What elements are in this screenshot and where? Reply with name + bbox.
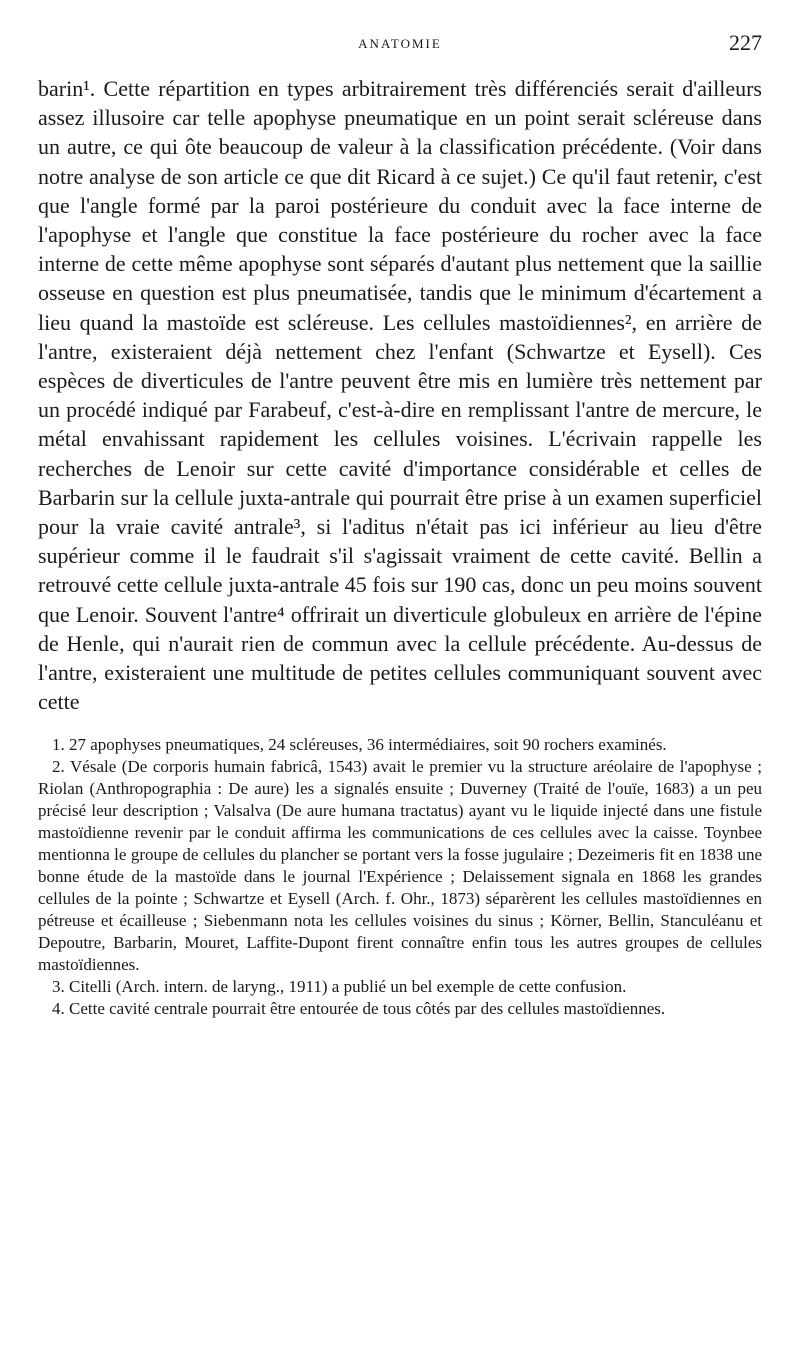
footnote-3: 3. Citelli (Arch. intern. de laryng., 1911) a publié un bel exemple de cette confusion. [52,977,627,997]
page-number: 227 [729,30,762,55]
footnotes [38,734,762,1020]
body-paragraph: barin¹. Cette répartition en types arbitrairement très différenciés serait d'ailleurs assez illusoire car telle apophyse pneumatique en un point serait scléreuse dans un autre, ce qui ôte beaucoup de valeur à la classification précédente. (Voir dans notre analyse de son article ce que dit Ricard à ce sujet.) Ce qu'il faut retenir, c'est que l'angle formé par la paroi postérieure du conduit avec la face interne de l'apophyse et l'angle que constitue la face postérieure du rocher avec la face interne de cette même apophyse sont séparés d'autant plus nettement que la saillie osseuse en question est plus pneumatisée, tandis que le minimum d'écartement a lieu quand la mastoïde est scléreuse. Les cellules mastoïdiennes², en arrière de l'antre, existeraient déjà nettement chez l'enfant (Schwartze et Eysell). Ces espèces de diverticules de l'antre peuvent être mis en lumière très nettement par un procédé indiqué par Farabeuf, c'est-à-dire en remplissant l'antre de mercure, le métal envahissant rapidement les cellules voisines. L'écrivain rappelle les recherches de Lenoir sur cette cavité d'importance considérable et celles de Barbarin sur la cellule juxta-antrale qui pourrait être prise à un examen superficiel pour la vraie cavité antrale³, si l'aditus n'était pas ici inférieur au lieu d'être supérieur comme il le faudrait s'il s'agissait vraiment de cette cavité. Bellin a retrouvé cette cellule juxta-antrale 45 fois sur 190 cas, donc un peu moins souvent que Lenoir. Souvent l'antre⁴ offrirait un diverticule globuleux en arrière de l'épine de Henle, qui n'aurait rien de commun avec la cellule précédente. Au-dessus de l'antre, existeraient une multitude de petites cellules communiquant souvent avec cette [38,76,762,715]
footnote-4: 4. Cette cavité centrale pourrait être entourée de tous côtés par des cellules mastoïdiennes. [52,999,666,1019]
running-title: ANATOMIE [358,36,442,51]
footnote-2: 2. Vésale (De corporis humain fabricâ, 1543) avait le premier vu la structure aréolaire de l'apophyse ; Riolan (Anthropographia : De aure) les a signalés ensuite ; Duverney (Traité de l'ouïe, 1683) a un peu précisé leur description ; Valsalva (De aure humana tractatus) ayant vu le liquide injecté dans une fistule mastoïdienne revenir par le conduit affirma les communications de ces cellules avec la caisse. Toynbee mentionna le groupe de cellules du plancher se portant vers la fosse jugulaire ; Dezeimeris fit en 1838 une bonne étude de la mastoïde dans le journal l'Expérience ; Delaissement signala en 1868 les grandes cellules de la pointe ; Schwartze et Eysell (Arch. f. Ohr., 1873) séparèrent les cellules mastoïdiennes en pétreuse et écailleuse ; Siebenmann nota les cellules voisines du sinus ; Körner, Bellin, Stanculéanu et Depoutre, Barbarin, Mouret, Laffite-Dupont firent connaître enfin tous les autres groupes de cellules mastoïdiennes. [38,757,762,975]
book-page [38,30,762,1020]
footnote-1: 1. 27 apophyses pneumatiques, 24 scléreuses, 36 intermédiaires, soit 90 rochers examinés. [52,735,667,755]
running-head [38,30,762,66]
